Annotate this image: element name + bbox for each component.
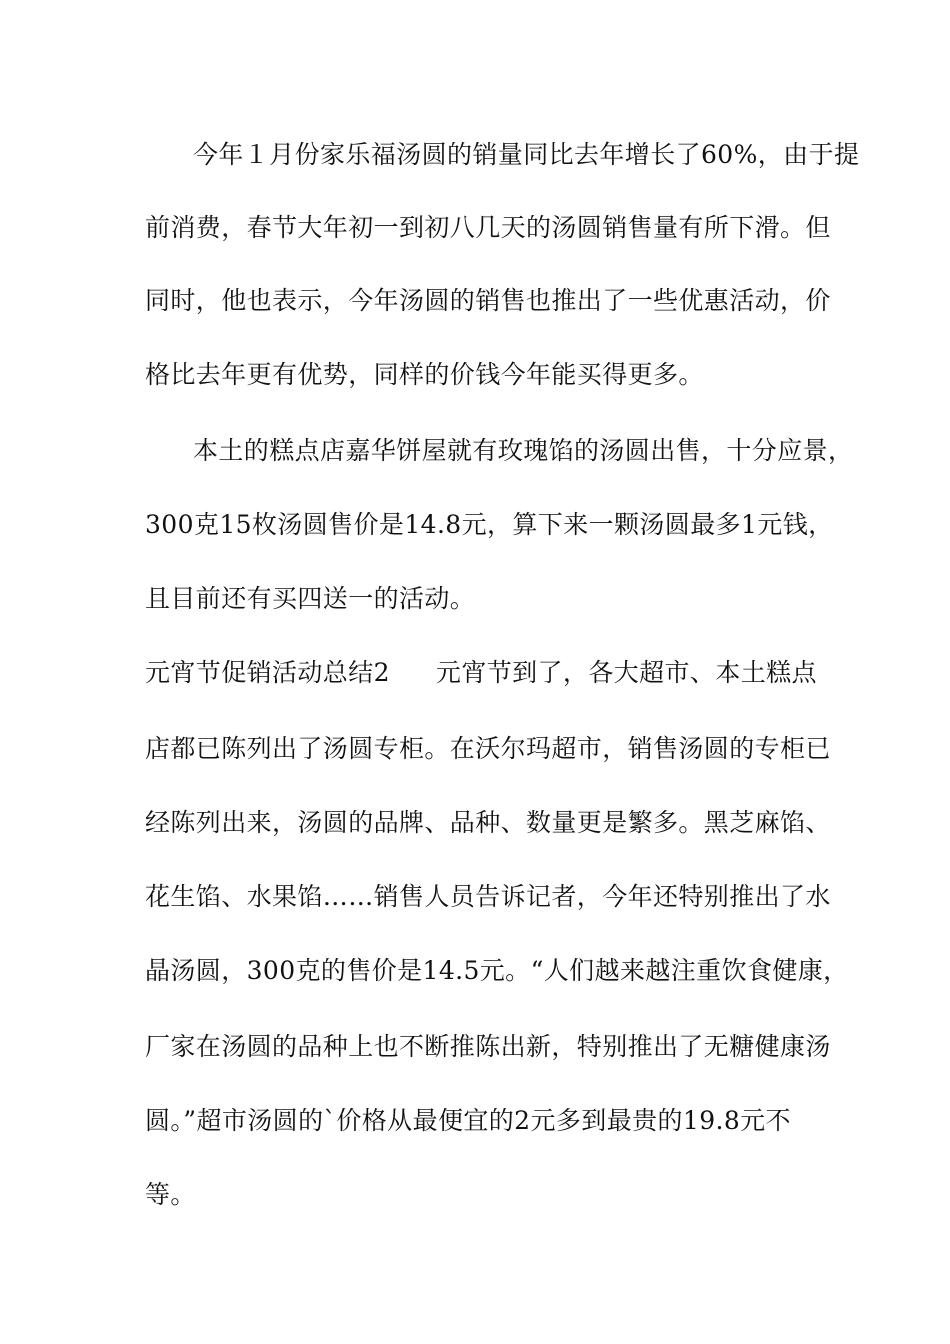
section-2-line-3: 经陈列出来，汤圆的品牌、品种、数量更是繁多。黑芝麻馅、 <box>145 808 831 837</box>
section-2-line-5: 晶汤圆，300克的售价是14.5元。“人们越来越注重饮食健康， <box>145 956 849 985</box>
section-2-line-4: 花生馅、水果馅……销售人员告诉记者，今年还特别推出了水 <box>145 882 831 911</box>
paragraph-1-line-2: 前消费，春节大年初一到初八几天的汤圆销售量有所下滑。但 <box>145 213 831 242</box>
paragraph-1-line-3: 同时，他也表示，今年汤圆的销售也推出了一些优惠活动，价 <box>145 286 831 315</box>
section-heading: 元宵节促销活动总结2 <box>145 658 390 687</box>
paragraph-2-line-3: 且目前还有买四送一的活动。 <box>145 584 476 613</box>
paragraph-2-line-2: 300克15枚汤圆售价是14.8元，算下来一颗汤圆最多1元钱， <box>145 510 834 539</box>
section-2-line-8: 等。 <box>145 1180 196 1209</box>
paragraph-2-line-1: 本土的糕点店嘉华饼屋就有玫瑰馅的汤圆出售，十分应景， <box>193 436 854 465</box>
section-2-line-1: 元宵节到了，各大超市、本土糕点 <box>435 658 817 687</box>
section-2-line-7: 圆。”超市汤圆的`价格从最便宜的2元多到最贵的19.8元不 <box>145 1106 791 1135</box>
paragraph-1-line-4: 格比去年更有优势，同样的价钱今年能买得更多。 <box>145 360 704 389</box>
section-2-first-line <box>145 658 835 688</box>
section-2-line-6: 厂家在汤圆的品种上也不断推陈出新，特别推出了无糖健康汤 <box>145 1032 831 1061</box>
paragraph-1-line-1: 今年１月份家乐福汤圆的销量同比去年增长了60%，由于提 <box>193 140 860 169</box>
section-2-line-2: 店都已陈列出了汤圆专柜。在沃尔玛超市，销售汤圆的专柜已 <box>145 734 831 763</box>
